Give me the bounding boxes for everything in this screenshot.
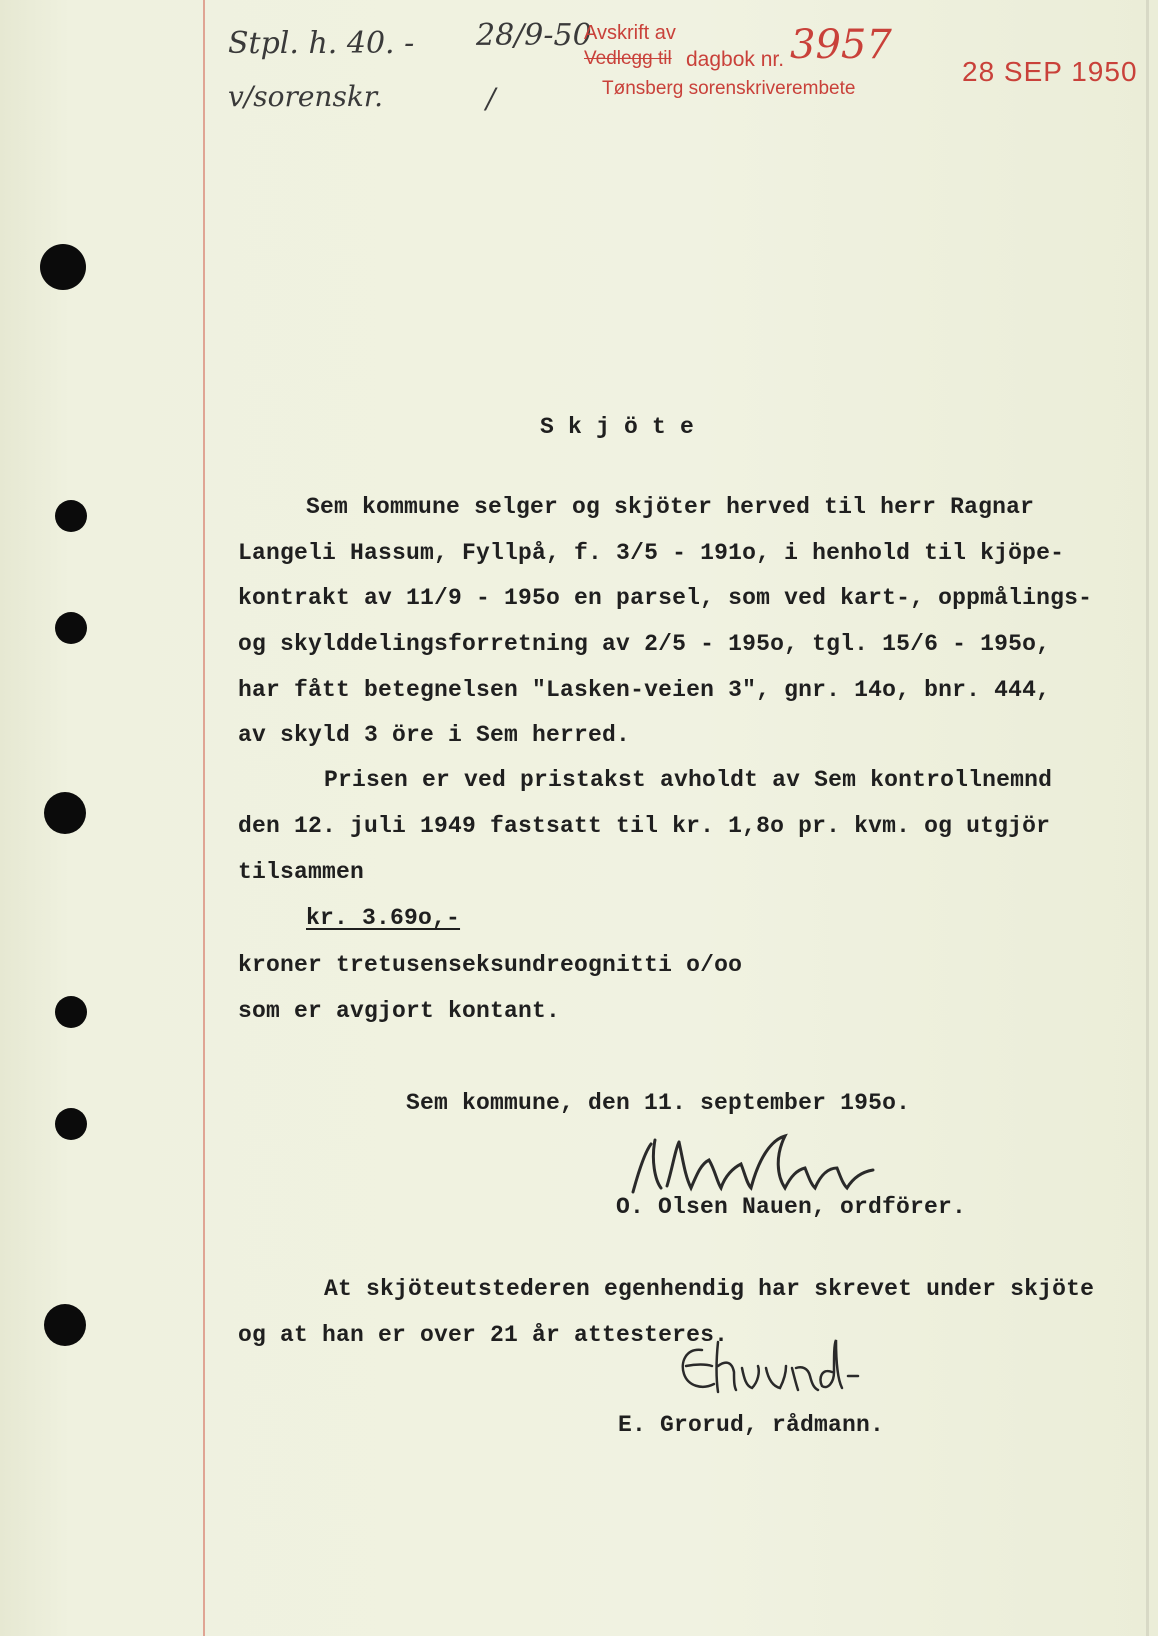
place-and-date: Sem kommune, den 11. september 195o. (406, 1090, 911, 1116)
stamp-dagbok-label: dagbok nr. (686, 48, 785, 71)
attestation-line: At skjöteutstederen egenhendig har skrevet under skjöte (324, 1276, 1095, 1302)
binder-hole (44, 1304, 86, 1346)
body-line: den 12. juli 1949 fastsatt til kr. 1,8o pr. kvm. og utgjör (238, 813, 1051, 839)
date-stamp: 28 SEP 1950 (962, 56, 1138, 87)
binder-hole (55, 500, 87, 532)
stamp-dagbok-number: 3957 (790, 22, 892, 68)
body-line: og skylddelingsforretning av 2/5 - 195o, tgl. 15/6 - 195o, (238, 631, 1051, 657)
body-line: Sem kommune selger og skjöter herved til herr Ragnar (306, 494, 1035, 520)
attestation-line: og at han er over 21 år attesteres. (238, 1322, 729, 1348)
body-line: Prisen er ved pristakst avholdt av Sem kontrollnemnd (324, 767, 1053, 793)
binder-hole (40, 244, 86, 290)
body-line: tilsammen (238, 859, 365, 885)
amount-in-words: kroner tretusenseksundreognitti o/oo (238, 952, 743, 978)
body-line: har fått betegnelsen "Lasken-veien 3", gnr. 14o, bnr. 444, (238, 677, 1051, 703)
stamp-avskrift: Avskrift av (584, 22, 676, 44)
signature-grorud (672, 1332, 862, 1412)
payment-terms: som er avgjort kontant. (238, 998, 561, 1024)
body-line: Langeli Hassum, Fyllpå, f. 3/5 - 191o, i henhold til kjöpe- (238, 540, 1065, 566)
body-line: kontrakt av 11/9 - 195o en parsel, som ved kart-, oppmålings- (238, 585, 1093, 611)
stamp-vedlegg: Vedlegg til (584, 48, 672, 69)
margin-line (203, 0, 205, 1636)
binder-hole (55, 1108, 87, 1140)
binder-hole (44, 792, 86, 834)
handwritten-reference: Stpl. h. 40. - (228, 26, 415, 61)
document-title: S k j ö t e (540, 414, 695, 440)
signer-ordforer: O. Olsen Nauen, ordförer. (616, 1194, 967, 1220)
body-line: av skyld 3 öre i Sem herred. (238, 722, 631, 748)
stamp-office: Tønsberg sorenskriverembete (602, 78, 856, 99)
handwritten-stroke: / (486, 82, 496, 115)
page-edge (1146, 0, 1149, 1636)
handwritten-initials: v/sorenskr. (228, 80, 384, 113)
signer-radmann: E. Grorud, rådmann. (618, 1412, 885, 1438)
handwritten-date: 28/9-50 (476, 18, 592, 53)
binder-hole (55, 612, 87, 644)
amount: kr. 3.69o,- (306, 905, 461, 931)
binder-hole (55, 996, 87, 1028)
